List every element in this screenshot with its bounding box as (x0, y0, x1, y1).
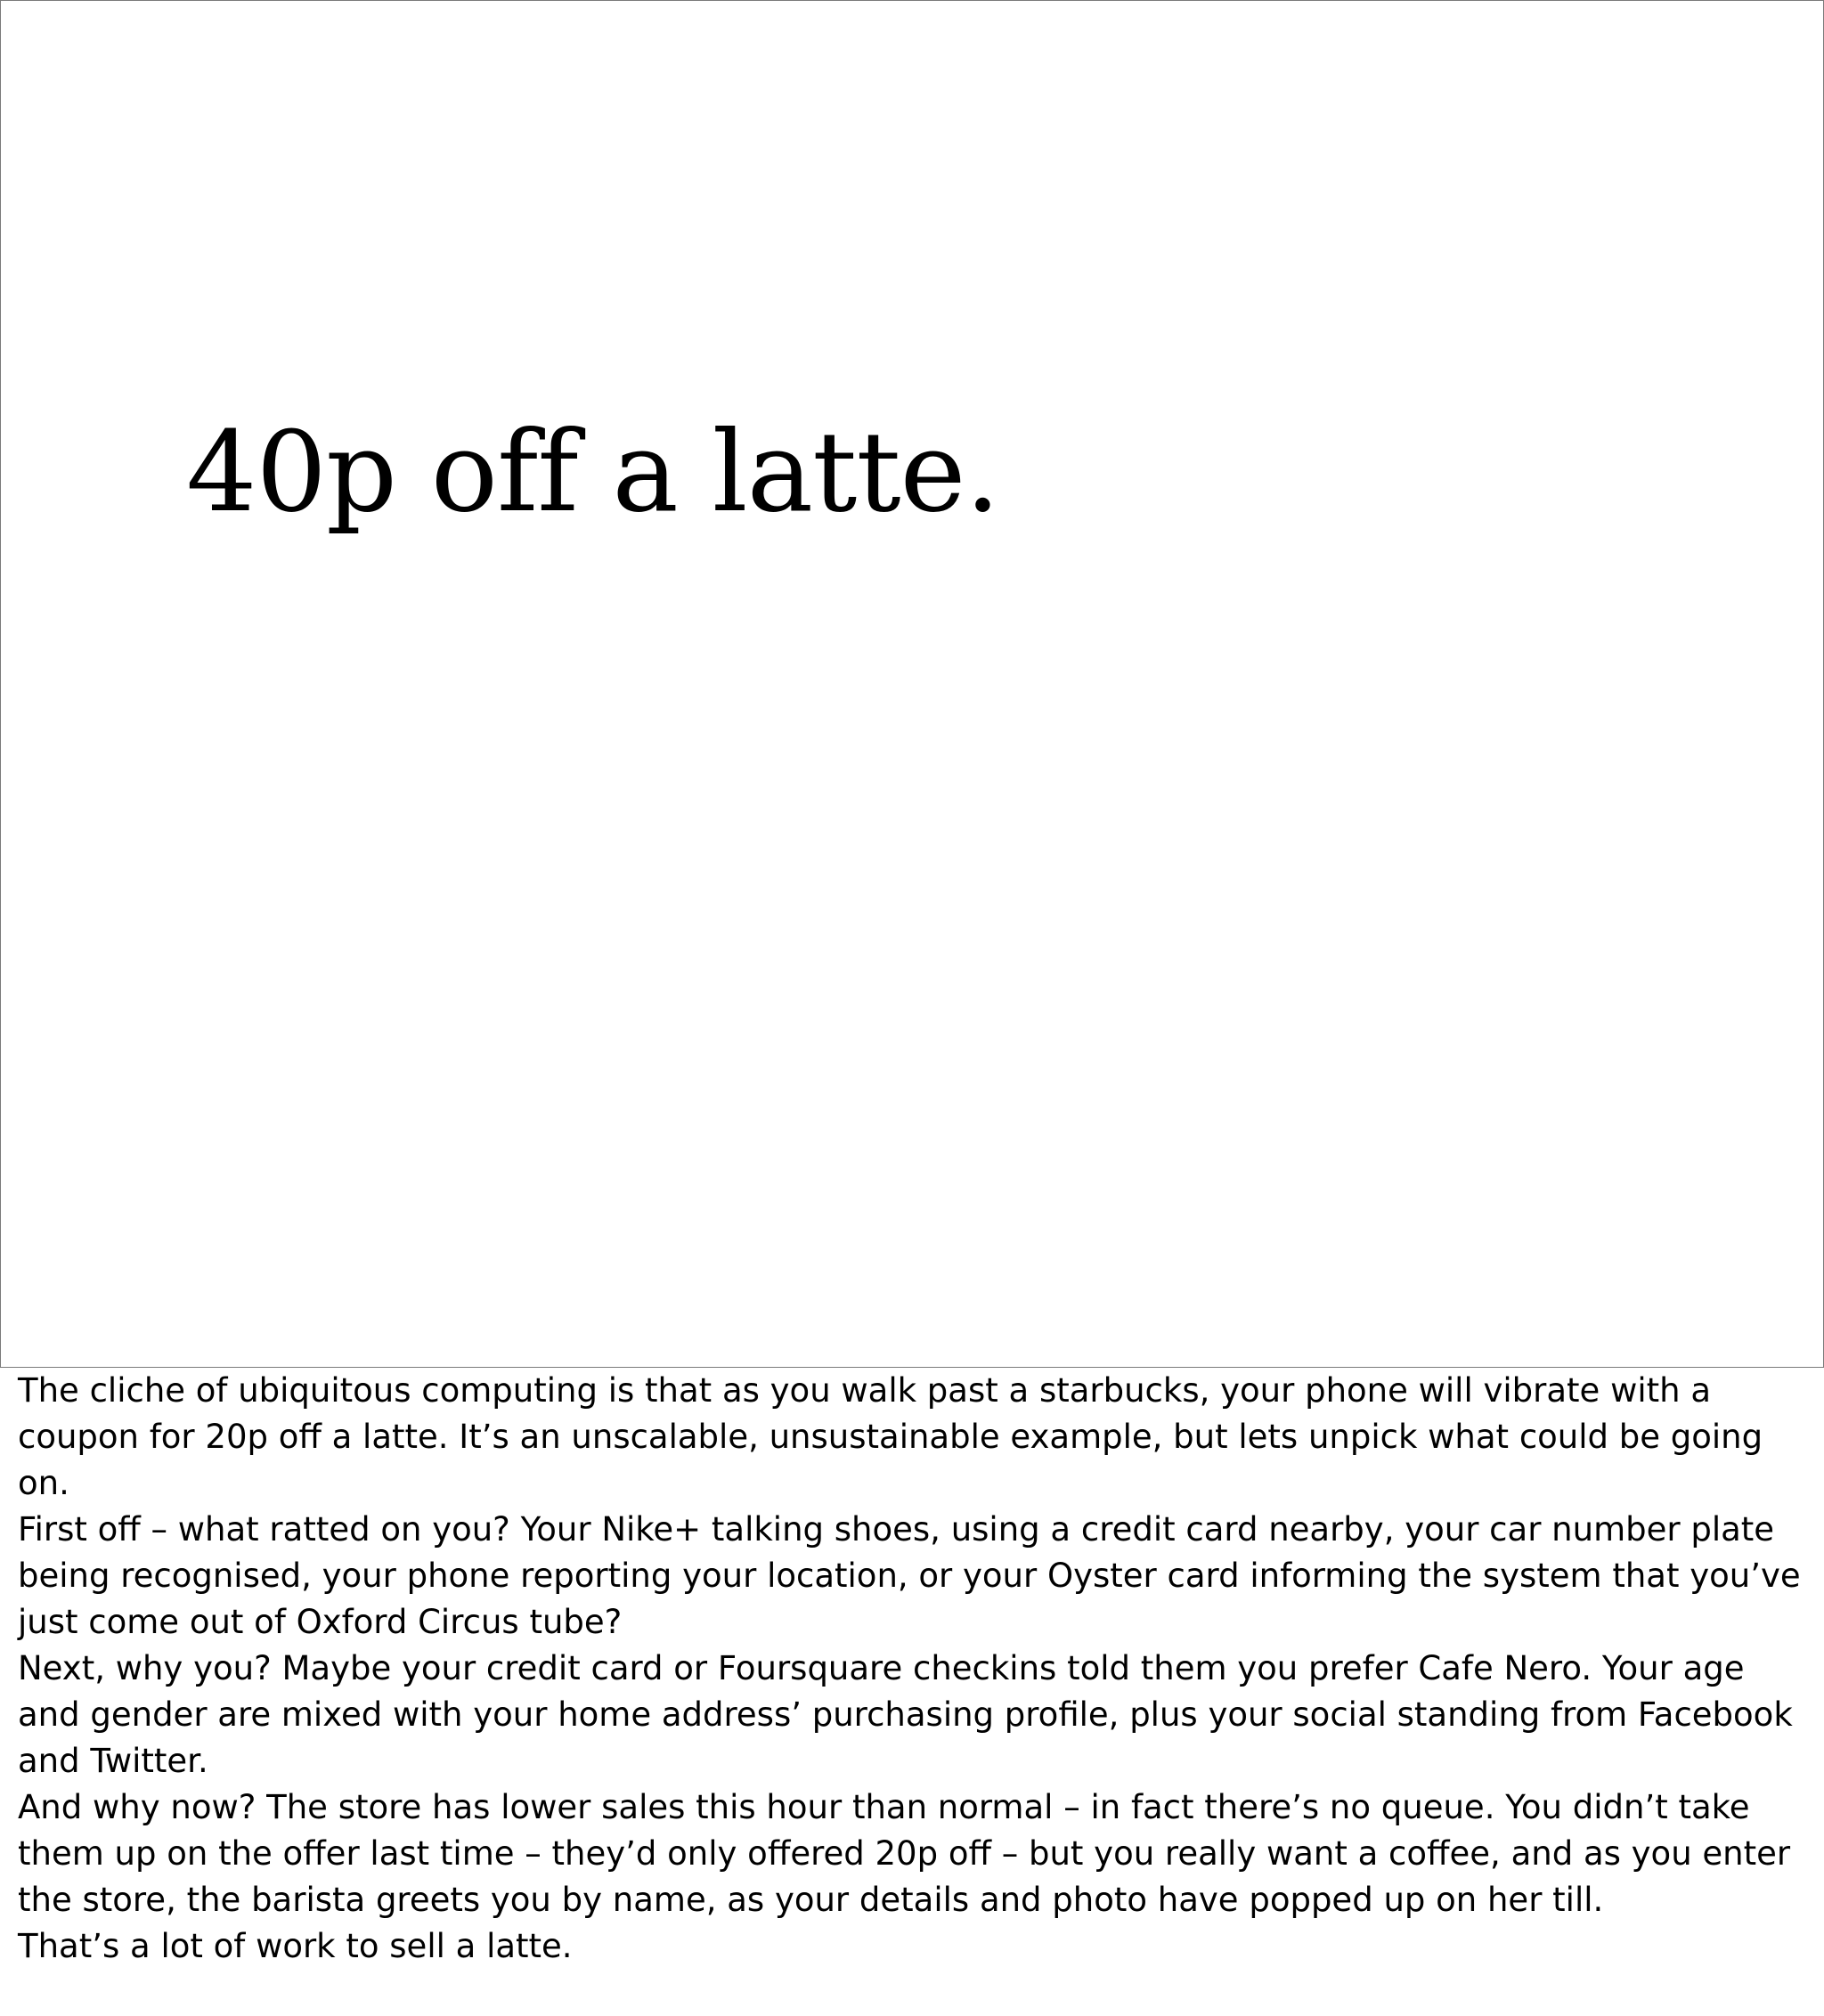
speaker-notes (18, 1368, 1808, 1970)
notes-paragraph: Next, why you? Maybe your credit card or Foursquare checkins told them you prefer Cafe Nero. Your age and gender are mixed with your home address’ purchasing profile, plus your social standing from Facebook and Twitter. (18, 1649, 1793, 1780)
slide-title: 40p off a latte. (186, 408, 1000, 537)
notes-paragraph: That’s a lot of work to sell a latte. (18, 1927, 573, 1965)
notes-paragraph: The cliche of ubiquitous computing is that as you walk past a starbucks, your phone will vibrate with a coupon for 20p off a latte. It’s an unscalable, unsustainable example, but lets unpick what could be going on. (18, 1371, 1763, 1502)
notes-paragraph: First off – what ratted on you? Your Nike+ talking shoes, using a credit card nearby, your car number plate being recognised, your phone reporting your location, or your Oyster card informing the system that you’ve just come out of Oxford Circus tube? (18, 1510, 1801, 1641)
notes-paragraph: And why now? The store has lower sales this hour than normal – in fact there’s no queue. You didn’t take them up on the offer last time – they’d only offered 20p off – but you really want a coffee, and as you enter the store, the barista greets you by name, as your details and photo have popped up on her till. (18, 1788, 1791, 1919)
